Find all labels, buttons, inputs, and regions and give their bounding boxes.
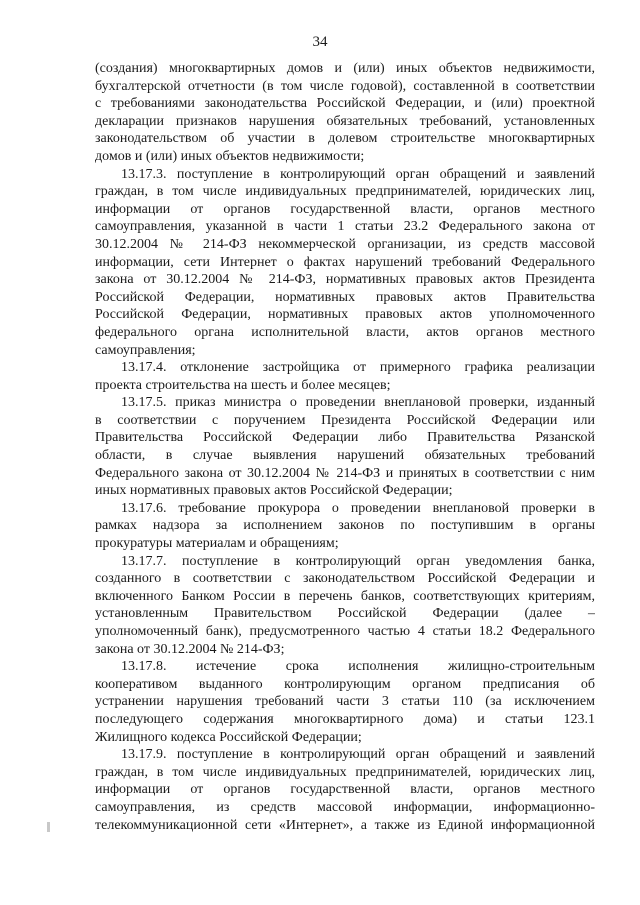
text-line: 13.17.4. отклонение застройщика от примерного графика реализации <box>121 360 595 376</box>
text-line: проекта строительства на шесть и более месяцев; <box>95 377 391 393</box>
text-line: информации от органов государственной власти, органов местного <box>95 201 595 217</box>
text-line: самоуправления, из средств массовой информации, информационно- <box>95 799 595 815</box>
text-line: 13.17.3. поступление в контролирующий орган обращений и заявлений <box>121 166 595 182</box>
page-number: 34 <box>312 34 328 50</box>
text-line: рамках надзора за исполнением законов по поступившим в органы <box>95 518 595 534</box>
text-line: 13.17.8. истечение срока исполнения жилищно-строительным <box>121 659 595 675</box>
text-line: декларации признаков нарушения обязательных требований, установленных <box>95 113 595 129</box>
text-line: закона от 30.12.2004 № 214-ФЗ; <box>95 641 285 657</box>
text-line: телекоммуникационной сети «Интернет», а также из Единой информационной <box>95 817 595 833</box>
text-line: прокуратуры материалам и обращениям; <box>95 536 339 552</box>
text-line: Федерального закона от 30.12.2004 № 214-ФЗ и принятых в соответствии с ним <box>95 465 595 481</box>
text-line: 30.12.2004 № 214-ФЗ некоммерческой организации, из средств массовой <box>95 236 595 252</box>
text-line: последующего содержания многоквартирного дома) и статьи 123.1 <box>95 711 595 727</box>
text-line: 13.17.9. поступление в контролирующий орган обращений и заявлений <box>121 747 595 763</box>
text-line: граждан, в том числе индивидуальных предпринимателей, юридических лиц, <box>95 764 595 780</box>
text-line: иных нормативных правовых актов Российской Федерации; <box>95 483 453 499</box>
text-line: 13.17.6. требование прокурора о проведении внеплановой проверки в <box>121 500 595 516</box>
text-line: в соответствии с поручением Президента Российской Федерации или <box>95 412 595 428</box>
text-line: самоуправления, указанной в части 1 статьи 23.2 Федерального закона от <box>95 219 595 235</box>
text-line: законодательством об участии в долевом строительстве многоквартирных <box>95 131 595 147</box>
text-line: Жилищного кодекса Российской Федерации; <box>95 729 362 745</box>
text-line: граждан, в том числе индивидуальных предпринимателей, юридических лиц, <box>95 184 595 200</box>
document-body <box>95 60 595 834</box>
text-line: информации, сети Интернет о фактах нарушений требований Федерального <box>95 254 595 270</box>
text-line: области, в случае выявления нарушений обязательных требований <box>95 448 595 464</box>
text-line: устранении нарушения требований части 3 статьи 110 (за исключением <box>95 694 595 710</box>
text-line: включенного Банком России в перечень банков, соответствующих критериям, <box>95 588 595 604</box>
scan-artifact <box>47 822 50 832</box>
text-line: закона от 30.12.2004 № 214-ФЗ, нормативных правовых актов Президента <box>95 272 595 288</box>
text-line: уполномоченный банк), предусмотренного частью 4 статьи 18.2 Федерального <box>95 624 595 639</box>
text-line: самоуправления; <box>95 342 196 358</box>
text-line: (создания) многоквартирных домов и (или) иных объектов недвижимости, <box>95 61 595 76</box>
text-line: 13.17.7. поступление в контролирующий орган уведомления банка, <box>121 553 595 569</box>
text-line: федерального органа исполнительной власти, актов органов местного <box>95 324 595 340</box>
text-line: домов и (или) иных объектов недвижимости; <box>95 148 365 164</box>
text-line: с требованиями законодательства Российской Федерации, и (или) проектной <box>95 96 595 112</box>
text-line: Российской Федерации, нормативных правовых актов уполномоченного <box>95 307 595 323</box>
text-line: Правительства Российской Федерации либо Правительства Рязанской <box>95 430 595 446</box>
text-line: кооперативом выданного контролирующим органом предписания об <box>95 676 595 692</box>
text-line: установленным Правительством Российской Федерации (далее – <box>95 606 595 622</box>
text-line: бухгалтерской отчетности (в том числе годовой), составленной в соответствии <box>95 78 595 94</box>
text-line: информации от органов государственной власти, органов местного <box>95 782 595 798</box>
text-line: созданного в соответствии с законодательством Российской Федерации и <box>95 571 595 587</box>
text-line: Российской Федерации, нормативных правовых актов Правительства <box>95 289 595 305</box>
text-line: 13.17.5. приказ министра о проведении внеплановой проверки, изданный <box>121 395 595 411</box>
